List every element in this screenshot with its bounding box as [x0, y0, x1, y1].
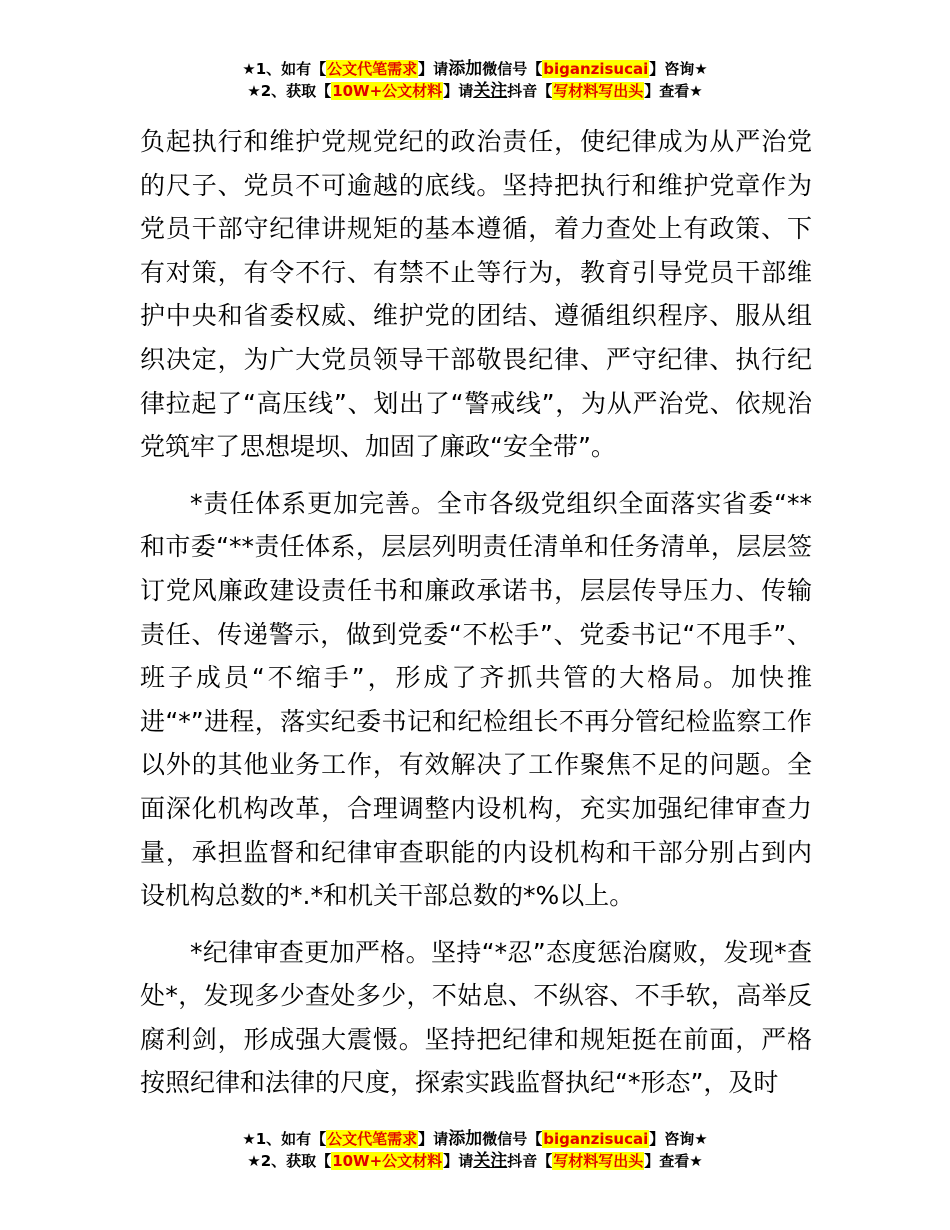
- banner-emphasis: 添加: [448, 1129, 483, 1149]
- banner-line-1: [0, 1128, 950, 1150]
- banner-line-2: [0, 80, 950, 102]
- banner-highlight: biganzisucai: [543, 1130, 649, 1148]
- banner-text: 】请: [418, 60, 449, 78]
- banner-text: ★2、获取【: [247, 82, 332, 100]
- header-banner: [0, 58, 950, 102]
- banner-text: 微信号【: [482, 60, 543, 78]
- banner-highlight: 公文代笔需求: [327, 60, 418, 78]
- banner-line-1: [0, 58, 950, 80]
- banner-emphasis: 添加: [448, 59, 483, 79]
- banner-text: 抖音【: [507, 82, 553, 100]
- banner-highlight: 公文代笔需求: [327, 1130, 418, 1148]
- banner-highlight: 写材料写出头: [553, 1152, 644, 1170]
- banner-text: ★1、如有【: [242, 1130, 327, 1148]
- banner-text: 】查看★: [644, 1152, 703, 1170]
- banner-highlight: 10W+公文材料: [332, 82, 443, 100]
- banner-text: 微信号【: [482, 1130, 543, 1148]
- banner-text: 抖音【: [507, 1152, 553, 1170]
- banner-text: 】查看★: [644, 82, 703, 100]
- banner-line-2: [0, 1150, 950, 1172]
- banner-text: 】请: [443, 82, 474, 100]
- banner-text: 】请: [418, 1130, 449, 1148]
- banner-text: 】咨询★: [649, 1130, 708, 1148]
- banner-highlight: 10W+公文材料: [332, 1152, 443, 1170]
- banner-text: 】请: [443, 1152, 474, 1170]
- banner-text: 】咨询★: [649, 60, 708, 78]
- banner-highlight: biganzisucai: [543, 60, 649, 78]
- paragraph: 负起执行和维护党规党纪的政治责任，使纪律成为从严治党的尺子、党员不可逾越的底线。坚持把执行和维护党章作为党员干部守纪律讲规矩的基本遵循，着力查处上有政策、下有对策，有令不行、有禁不止等行为，教育引导党员干部维护中央和省委权威、维护党的团结、遵循组织程序、服从组织决定，为广大党员领导干部敬畏纪律、严守纪律、执行纪律拉起了“高压线”、划出了“警戒线”，为从严治党、依规治党筑牢了思想堤坝、加固了廉政“安全带”。: [140, 127, 812, 462]
- banner-highlight: 写材料写出头: [553, 82, 644, 100]
- footer-banner: [0, 1128, 950, 1172]
- banner-emphasis: 关注: [473, 1151, 508, 1171]
- banner-text: ★1、如有【: [242, 60, 327, 78]
- paragraph: *责任体系更加完善。全市各级党组织全面落实省委“**和市委“**责任体系，层层列明责任清单和任务清单，层层签订党风廉政建设责任书和廉政承诺书，层层传导压力、传输责任、传递警示，做到党委“不松手”、党委书记“不甩手”、班子成员“不缩手”，形成了齐抓共管的大格局。加快推进“*”进程，落实纪委书记和纪检组长不再分管纪检监察工作以外的其他业务工作，有效解决了工作聚焦不足的问题。全面深化机构改革，合理调整内设机构，充实加强纪律审查力量，承担监督和纪律审查职能的内设机构和干部分别占到内设机构总数的*.*和机关干部总数的*%以上。: [140, 488, 812, 911]
- banner-emphasis: 关注: [473, 81, 508, 101]
- document-body: [140, 120, 812, 1105]
- paragraph: *纪律审查更加严格。坚持“*忍”态度惩治腐败，发现*查处*，发现多少查处多少，不姑息、不纵容、不手软，高举反腐利剑，形成强大震慑。坚持把纪律和规矩挺在前面，严格按照纪律和法律的尺度，探索实践监督执纪“*形态”，及时: [140, 937, 812, 1098]
- banner-text: ★2、获取【: [247, 1152, 332, 1170]
